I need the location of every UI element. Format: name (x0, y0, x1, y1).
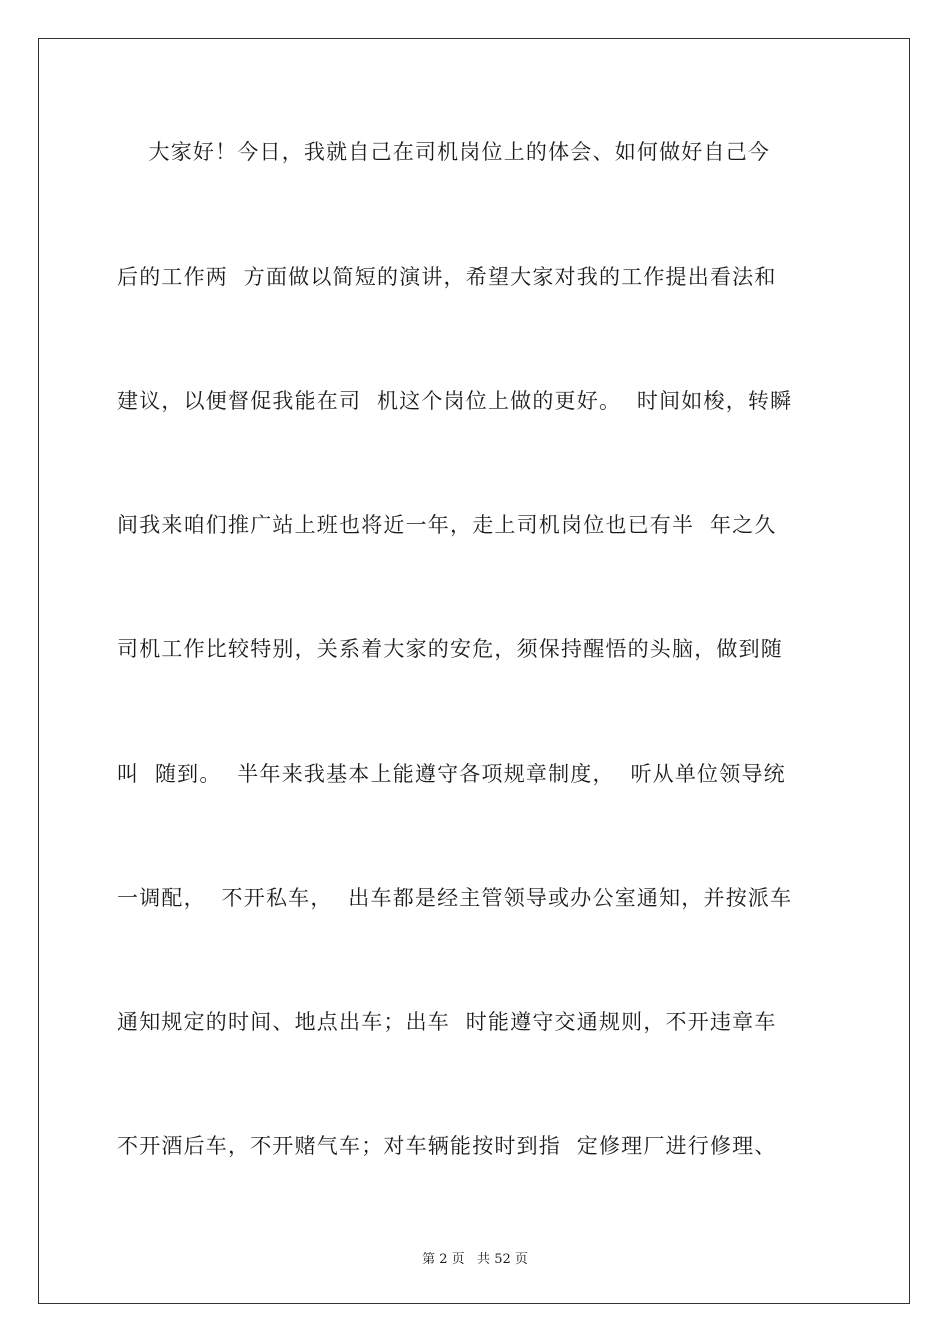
body-text-line-5: 司机工作比较特别，关系着大家的安危，须保持醒悟的头脑，做到随 (117, 637, 783, 661)
body-text-line-6: 叫 随到。 半年来我基本上能遵守各项规章制度， 听从单位领导统 (117, 762, 786, 786)
body-text-line-7: 一调配， 不开私车， 出车都是经主管领导或办公室通知，并按派车 (117, 886, 793, 910)
body-text-line-2: 后的工作两 方面做以简短的演讲，希望大家对我的工作提出看法和 (117, 265, 777, 289)
page-frame (38, 38, 910, 1304)
body-text-line-8: 通知规定的时间、地点出车；出车 时能遵守交通规则，不开违章车 (117, 1010, 777, 1034)
body-text-line-9: 不开酒后车，不开赌气车；对车辆能按时到指 定修理厂进行修理、 (117, 1134, 777, 1158)
page-number-footer: 第 2 页 共 52 页 (422, 1252, 528, 1267)
body-text-line-1: 大家好！今日，我就自己在司机岗位上的体会、如何做好自己今 (117, 140, 771, 164)
body-text-line-3: 建议，以便督促我能在司 机这个岗位上做的更好。 时间如梭，转瞬 (117, 389, 793, 413)
body-text-line-4: 间我来咱们推广站上班也将近一年，走上司机岗位也已有半 年之久 (117, 513, 777, 537)
